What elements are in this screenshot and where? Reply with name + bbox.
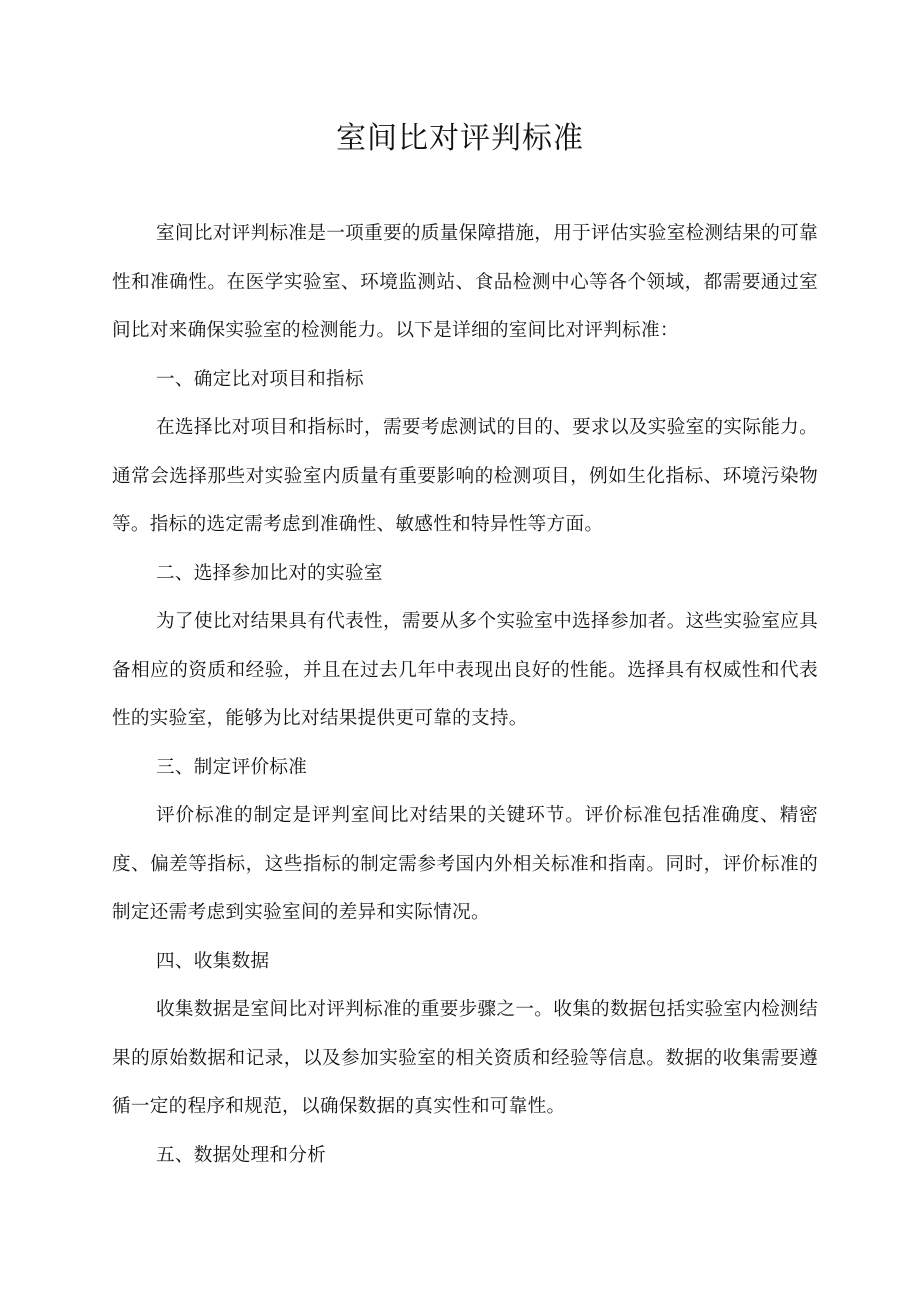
section-heading-2: 二、选择参加比对的实验室 [156, 562, 383, 584]
intro-paragraph: 室间比对评判标准是一项重要的质量保障措施，用于评估实验室检测结果的可靠性和准确性。在医学实验室、环境监测站、食品检测中心等各个领域，都需要通过室间比对来确保实验室的检测能力。以下是详细的室间比对评判标准： [112, 223, 818, 341]
section-heading-4: 四、收集数据 [156, 950, 270, 972]
section-body-1: 在选择比对项目和指标时，需要考虑测试的目的、要求以及实验室的实际能力。通常会选择那些对实验室内质量有重要影响的检测项目，例如生化指标、环境污染物等。指标的选定需考虑到准确性、敏感性和特异性等方面。 [112, 417, 818, 535]
section-body-4: 收集数据是室间比对评判标准的重要步骤之一。收集的数据包括实验室内检测结果的原始数据和记录，以及参加实验室的相关资质和经验等信息。数据的收集需要遵循一定的程序和规范，以确保数据的真实性和可靠性。 [112, 999, 818, 1117]
document-body [112, 210, 818, 1180]
section-heading-5: 五、数据处理和分析 [156, 1144, 327, 1166]
section-heading-3: 三、制定评价标准 [156, 756, 308, 778]
page-title: 室间比对评判标准 [336, 121, 584, 156]
section-body-2: 为了使比对结果具有代表性，需要从多个实验室中选择参加者。这些实验室应具备相应的资质和经验，并且在过去几年中表现出良好的性能。选择具有权威性和代表性的实验室，能够为比对结果提供更可靠的支持。 [112, 611, 818, 729]
section-heading-1: 一、确定比对项目和指标 [156, 368, 364, 390]
section-body-3: 评价标准的制定是评判室间比对结果的关键环节。评价标准包括准确度、精密度、偏差等指标，这些指标的制定需参考国内外相关标准和指南。同时，评价标准的制定还需考虑到实验室间的差异和实际情况。 [112, 805, 818, 923]
